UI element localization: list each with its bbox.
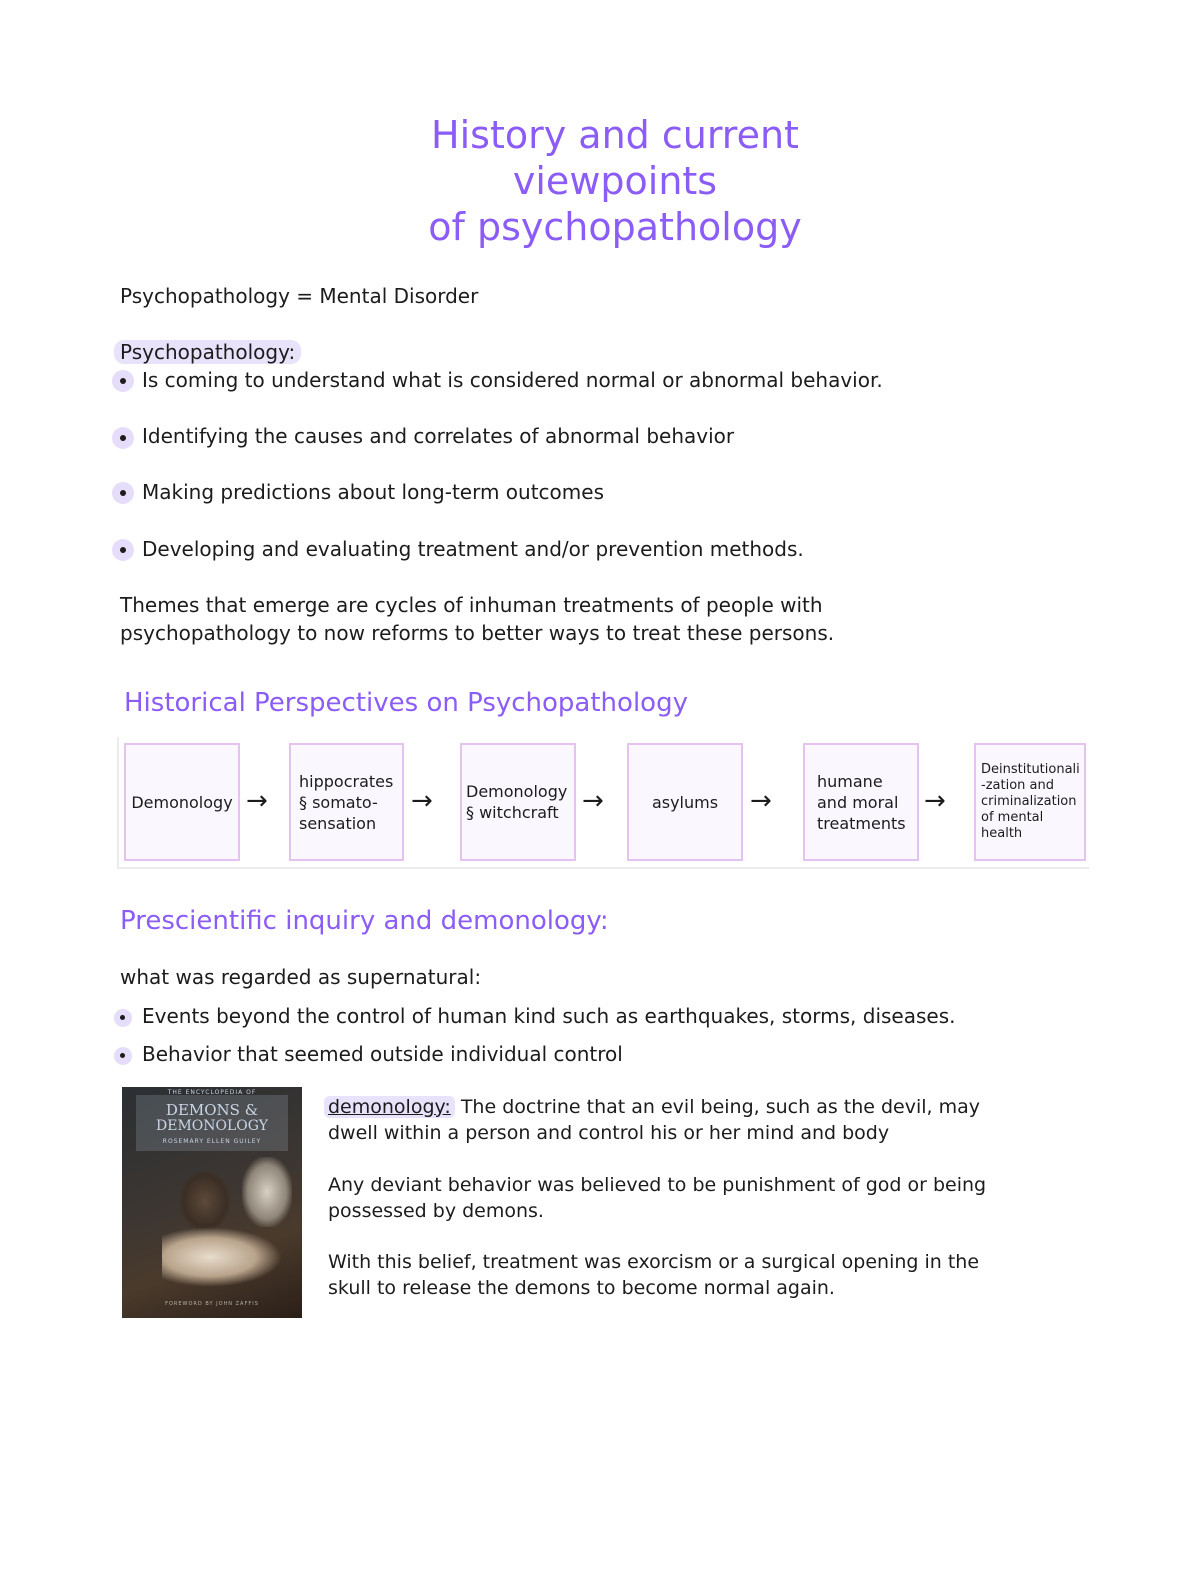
book-illustration-figure: [162, 1227, 282, 1287]
flow-box-text: hippocrates: [299, 771, 394, 791]
deviant-line-1: Any deviant behavior was believed to be punishment of god or being: [328, 1174, 987, 1196]
treatment-line-2: skull to release the demons to become normal again.: [328, 1277, 835, 1299]
psychopathology-label: [120, 340, 301, 364]
book-cover-image: [122, 1087, 302, 1318]
arrow-right-icon: →: [582, 786, 604, 816]
bullet-icon: [114, 1009, 132, 1027]
themes-line-1: Themes that emerge are cycles of inhuman treatments of people with: [120, 593, 823, 617]
bullet-icon: [112, 427, 134, 449]
demonology-def-line-1: The doctrine that an evil being, such as the devil, may: [454, 1096, 981, 1118]
demonology-def-line-2: dwell within a person and control his or her mind and body: [328, 1122, 890, 1144]
flow-box-text: of mental: [981, 810, 1044, 825]
flow-box-text: health: [981, 826, 1023, 841]
psych-bullet-1: Is coming to understand what is considered normal or abnormal behavior.: [142, 368, 883, 392]
page-title: [0, 112, 1200, 250]
book-illustration-horse: [242, 1157, 292, 1227]
flow-box-deinstitutionalization: [974, 743, 1086, 861]
historical-heading: Historical Perspectives on Psychopathology: [124, 688, 688, 718]
definition-text: Psychopathology = Mental Disorder: [120, 284, 479, 308]
flow-box-text: § somato-: [299, 792, 378, 812]
flow-box-text: § witchcraft: [466, 803, 559, 822]
flow-box-witchcraft: [460, 743, 576, 861]
super-bullet-2: Behavior that seemed outside individual control: [142, 1042, 623, 1066]
book-top-text: THE ENCYCLOPEDIA OF: [167, 1089, 257, 1096]
demonology-term: demonology:: [324, 1096, 455, 1118]
flow-box-humane: [803, 743, 919, 861]
arrow-right-icon: →: [750, 786, 772, 816]
flow-box-text: humane: [817, 771, 883, 791]
arrow-right-icon: →: [411, 786, 433, 816]
flow-box-text: criminalization: [981, 794, 1077, 809]
flow-box-text: Demonology: [131, 792, 233, 812]
prescientific-heading: Prescientific inquiry and demonology:: [120, 906, 609, 936]
demonology-definition: [328, 1094, 1088, 1146]
flow-box-text: sensation: [299, 813, 377, 833]
themes-line-2: psychopathology to now reforms to better ways to treat these persons.: [120, 621, 835, 645]
title-line-2: viewpoints: [512, 159, 718, 203]
flow-box-hippocrates: [289, 743, 404, 861]
bullet-icon: [112, 370, 134, 392]
arrow-right-icon: →: [924, 786, 946, 816]
book-foreword: FOREWORD BY JOHN ZAFFIS: [165, 1301, 259, 1307]
psych-bullet-4: Developing and evaluating treatment and/or prevention methods.: [142, 537, 804, 561]
book-title-2: DEMONOLOGY: [156, 1118, 268, 1134]
flow-box-asylums: [627, 743, 743, 861]
psychopathology-label-text: Psychopathology:: [114, 340, 301, 364]
title-line-1: History and current: [431, 113, 799, 157]
bullet-icon: [112, 539, 134, 561]
flow-box-text: treatments: [817, 813, 906, 833]
treatment-paragraph: [328, 1249, 1088, 1301]
psych-bullet-3: Making predictions about long-term outcomes: [142, 480, 604, 504]
book-author: ROSEMARY ELLEN GUILEY: [162, 1138, 262, 1145]
super-bullet-1: Events beyond the control of human kind such as earthquakes, storms, diseases.: [142, 1004, 956, 1028]
book-illustration-demon: [180, 1171, 230, 1231]
arrow-right-icon: →: [246, 786, 268, 816]
deviant-paragraph: [328, 1172, 1088, 1224]
treatment-line-1: With this belief, treatment was exorcism or a surgical opening in the: [328, 1251, 980, 1273]
title-line-3: of psychopathology: [428, 205, 802, 249]
flow-box-text: Deinstitutionali: [981, 762, 1080, 777]
bullet-icon: [112, 482, 134, 504]
flow-box-text: and moral: [817, 792, 899, 812]
flow-box-text: asylums: [651, 792, 719, 812]
bullet-icon: [114, 1047, 132, 1065]
flow-box-text: -zation and: [981, 778, 1054, 793]
supernatural-label: what was regarded as supernatural:: [120, 965, 482, 989]
flow-box-text: Demonology: [466, 782, 568, 801]
book-title-1: DEMONS &: [165, 1101, 259, 1119]
flow-box-demonology: [124, 743, 240, 861]
psych-bullet-2: Identifying the causes and correlates of abnormal behavior: [142, 424, 735, 448]
deviant-line-2: possessed by demons.: [328, 1200, 544, 1222]
